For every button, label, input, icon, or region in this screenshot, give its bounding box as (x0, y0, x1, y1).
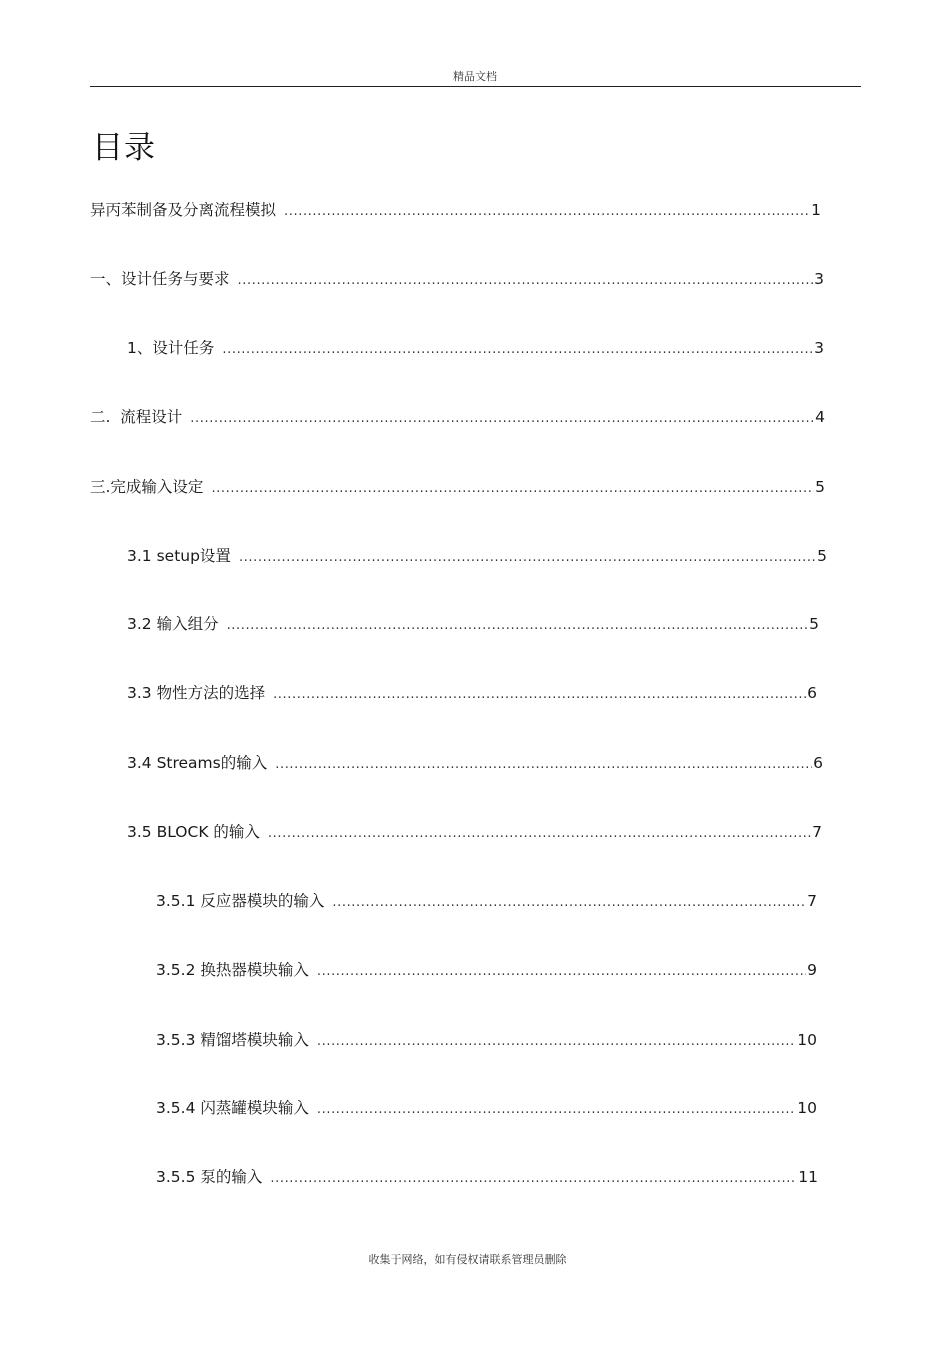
toc-entry[interactable] (90, 477, 825, 497)
toc-entry[interactable] (156, 960, 817, 980)
toc-leader-dots (332, 893, 806, 913)
toc-entry-label: 3.1 setup设置 (127, 547, 231, 565)
toc-leader-dots (273, 685, 806, 705)
toc-entry-page: 5 (817, 547, 827, 565)
toc-entry[interactable] (127, 338, 824, 358)
toc-entry-label: 异丙苯制备及分离流程模拟 (90, 201, 277, 219)
toc-entry[interactable] (156, 1030, 817, 1050)
toc-entry-label: 3.5.5 泵的输入 (156, 1168, 263, 1186)
toc-entry-page: 7 (812, 823, 822, 841)
toc-leader-dots (227, 616, 809, 636)
toc-entry[interactable] (156, 1098, 817, 1118)
toc-leader-dots (317, 1032, 796, 1052)
toc-entry-page: 11 (798, 1168, 818, 1186)
toc-entry-label: 二. 流程设计 (90, 408, 183, 426)
toc-leader-dots (190, 409, 814, 429)
toc-entry-page: 9 (807, 961, 817, 979)
toc-entry[interactable] (156, 891, 817, 911)
toc-leader-dots (211, 479, 814, 499)
toc-entry-label: 3.2 输入组分 (127, 615, 219, 633)
toc-entry[interactable] (127, 753, 823, 773)
toc-entry-page: 3 (814, 270, 824, 288)
toc-entry-page: 10 (797, 1031, 817, 1049)
toc-entry-page: 1 (811, 201, 821, 219)
toc-entry-page: 5 (815, 478, 825, 496)
page-header: 精品文档 (453, 70, 497, 83)
toc-entry[interactable] (127, 683, 817, 703)
toc-entry[interactable] (90, 269, 824, 289)
toc-entry-label: 3.5 BLOCK 的输入 (127, 823, 260, 841)
toc-leader-dots (317, 1100, 796, 1120)
toc-leader-dots (284, 202, 810, 222)
toc-entry[interactable] (127, 546, 827, 566)
toc-leader-dots (239, 548, 816, 568)
toc-entry[interactable] (90, 407, 825, 427)
toc-entry[interactable] (90, 200, 821, 220)
toc-entry-page: 6 (813, 754, 823, 772)
toc-entry-page: 10 (797, 1099, 817, 1117)
toc-entry-label: 3.5.3 精馏塔模块输入 (156, 1031, 309, 1049)
toc-entry-page: 7 (807, 892, 817, 910)
toc-entry[interactable] (156, 1167, 818, 1187)
toc-entry-page: 4 (815, 408, 825, 426)
toc-entry-label: 三.完成输入设定 (90, 478, 204, 496)
toc-entry-label: 3.3 物性方法的选择 (127, 684, 266, 702)
toc-entry-label: 1、设计任务 (127, 339, 215, 357)
toc-entry-label: 一、设计任务与要求 (90, 270, 230, 288)
toc-entry-label: 3.5.1 反应器模块的输入 (156, 892, 325, 910)
toc-entry-page: 5 (809, 615, 819, 633)
toc-entry-page: 6 (807, 684, 817, 702)
toc-entry[interactable] (127, 822, 822, 842)
toc-title: 目录 (92, 130, 156, 166)
toc-entry-label: 3.4 Streams的输入 (127, 754, 268, 772)
toc-leader-dots (222, 340, 813, 360)
page-footer: 收集于网络，如有侵权请联系管理员删除 (368, 1253, 567, 1266)
toc-leader-dots (268, 824, 811, 844)
toc-entry-page: 3 (814, 339, 824, 357)
toc-entry[interactable] (127, 614, 819, 634)
toc-entry-label: 3.5.4 闪蒸罐模块输入 (156, 1099, 309, 1117)
toc-entry-label: 3.5.2 换热器模块输入 (156, 961, 309, 979)
toc-leader-dots (270, 1169, 797, 1189)
toc-leader-dots (238, 271, 814, 291)
toc-leader-dots (317, 962, 806, 982)
toc-leader-dots (275, 755, 812, 775)
